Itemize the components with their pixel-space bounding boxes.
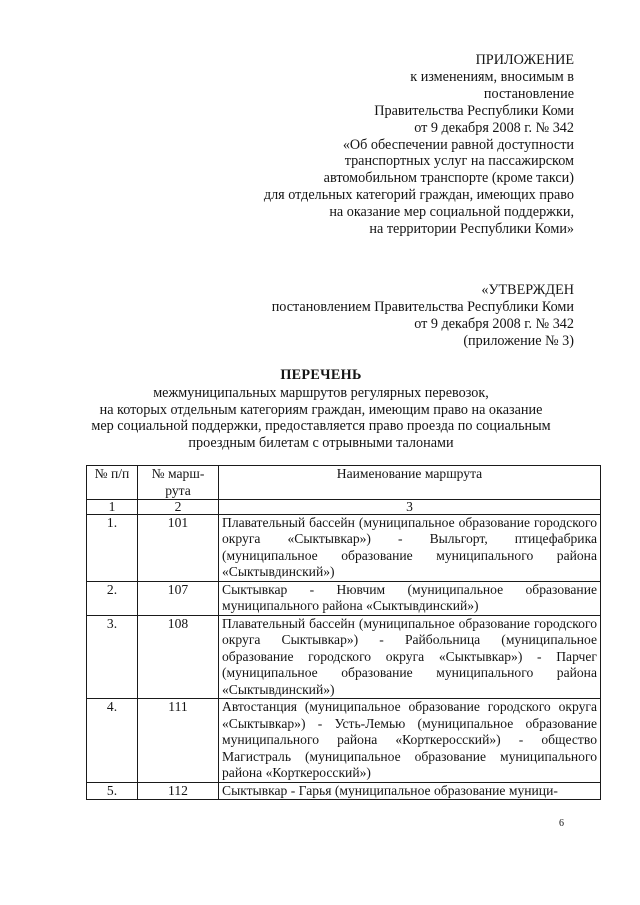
appendix-line: от 9 декабря 2008 г. № 342 [414,119,574,136]
row-number: 4. [87,699,138,783]
appendix-line: ПРИЛОЖЕНИЕ [475,52,574,68]
column-number: 2 [138,500,219,515]
table-header-row [87,466,601,500]
document-heading: ПЕРЕЧЕНЬ [280,367,362,383]
appendix-line: Правительства Республики Коми [374,102,574,119]
route-name: Плавательный бассейн (муниципальное образование городского округа «Сыктывкар») - Выльгорт, птицефабрика (муниципальное образование муниципального района «Сыктывдинский») [219,514,601,581]
table-row [87,699,601,783]
page-number: 6 [559,818,564,829]
appendix-line: транспортных услуг на пассажирском [344,153,574,170]
appendix-block [174,52,574,238]
appendix-line: на оказание мер социальной поддержки, [329,204,574,221]
row-number: 5. [87,782,138,800]
route-number: 108 [138,615,219,699]
appendix-line: автомобильном транспорте (кроме такси) [323,170,574,187]
subtitle-line: на которых отдельным категориям граждан, имеющим право на оказание [99,401,543,418]
header-number: № п/п [87,466,138,500]
approved-line: «УТВЕРЖДЕН [481,282,574,298]
table-row [87,782,601,800]
appendix-line: «Об обеспечении равной доступности [342,136,574,153]
route-number: 107 [138,581,219,615]
table-row [87,514,601,581]
route-name: Сыктывкар - Гарья (муниципальное образование муници- [219,782,601,800]
routes-table [86,465,601,800]
column-number: 1 [87,500,138,515]
appendix-line: на территории Республики Коми» [369,221,574,238]
table-row [87,581,601,615]
approved-line: от 9 декабря 2008 г. № 342 [414,315,574,332]
route-number: 112 [138,782,219,800]
route-number: 101 [138,514,219,581]
row-number: 1. [87,514,138,581]
subtitle-line: проездным билетам с отрывными талонами [188,435,454,452]
route-name: Плавательный бассейн (муниципальное образование городского округа Сыктывкар») - Райбольница (муниципальное образование городского округа «Сыктывкар») - Парчег (муниципальное образование муниципального района «Сыктывдинский») [219,615,601,699]
approved-block [154,282,574,350]
appendix-line: для отдельных категорий граждан, имеющих право [263,187,574,204]
route-number: 111 [138,699,219,783]
column-numbers-row [87,500,601,515]
column-number: 3 [219,500,601,515]
row-number: 3. [87,615,138,699]
appendix-line: к изменениям, вносимым в [410,68,574,85]
approved-line: (приложение № 3) [463,332,574,349]
subtitle-line: межмуниципальных маршрутов регулярных перевозок, [153,385,489,401]
table-row [87,615,601,699]
subtitle-line: мер социальной поддержки, предоставляется право проезда по социальным [91,418,551,435]
route-name: Автостанция (муниципальное образование городского округа «Сыктывкар») - Усть-Лемью (муниципальное образование муниципального района «Корткеросский») - общество Магистраль (муниципальное образование муниципального района «Корткеросский») [219,699,601,783]
appendix-line: постановление [483,85,574,102]
document-subtitle [66,385,576,452]
header-route-name: Наименование маршрута [219,466,601,500]
approved-line: постановлением Правительства Республики Коми [271,298,574,315]
row-number: 2. [87,581,138,615]
route-name: Сыктывкар - Нювчим (муниципальное образование муниципального района «Сыктывдинский») [219,581,601,615]
header-route-number: № марш-рута [138,466,219,500]
